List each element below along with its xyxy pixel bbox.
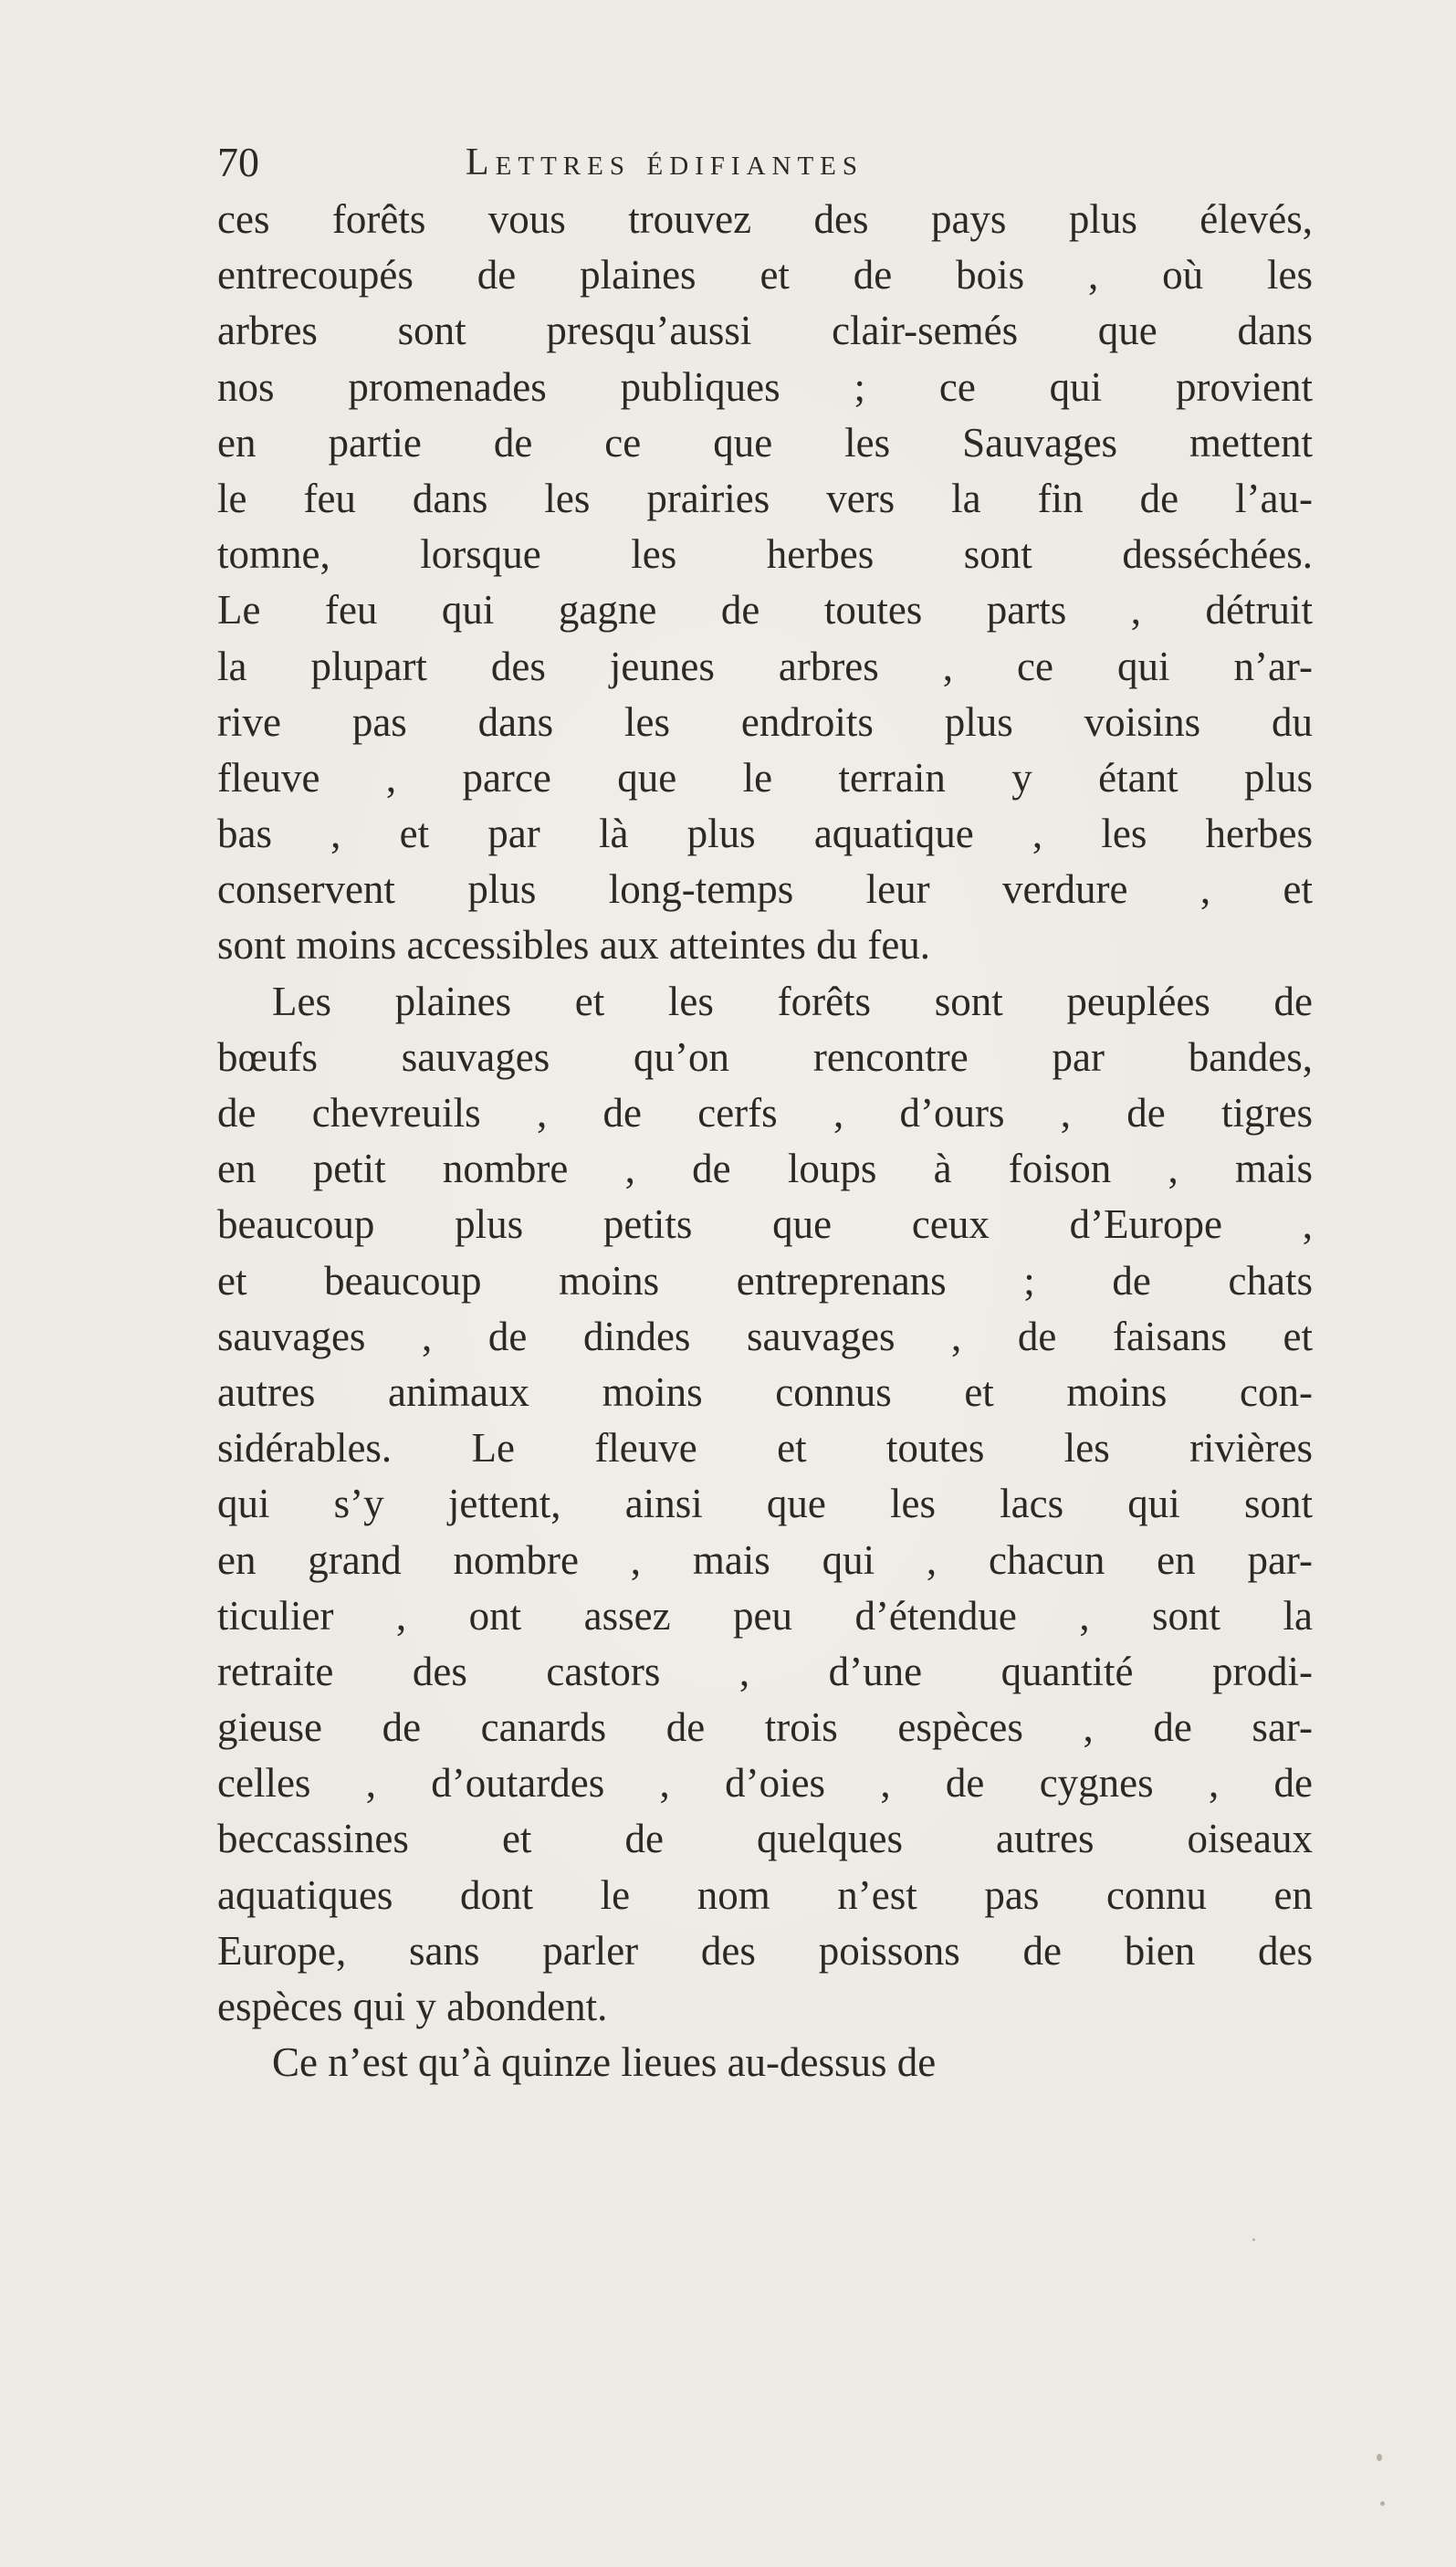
text-line: la plupart des jeunes arbres , ce qui n’ar-: [217, 643, 1313, 689]
text-line: de chevreuils , de cerfs , d’ours , de tigres: [217, 1090, 1313, 1136]
text-line: autres animaux moins connus et moins con-: [217, 1368, 1313, 1415]
text-line: en partie de ce que les Sauvages mettent: [217, 419, 1313, 466]
page-header: [217, 135, 1294, 190]
text-line: conservent plus long-temps leur verdure , et: [217, 866, 1313, 913]
text-line: Europe, sans parler des poissons de bien des: [217, 1927, 1313, 1974]
text-line: tomne, lorsque les herbes sont desséchées.: [217, 531, 1313, 578]
paper-speck: [1380, 2501, 1385, 2506]
text-line: ces forêts vous trouvez des pays plus élevés,: [217, 196, 1313, 242]
text-line: beaucoup plus petits que ceux d’Europe ,: [217, 1201, 1313, 1248]
paper-speck: [1377, 2454, 1382, 2461]
text-line: en petit nombre , de loups à foison , mais: [217, 1146, 1313, 1192]
text-line: en grand nombre , mais qui , chacun en par-: [217, 1536, 1313, 1583]
page-number: 70: [217, 139, 259, 185]
text-line: sauvages , de dindes sauvages , de faisans et: [217, 1313, 1313, 1359]
text-line: le feu dans les prairies vers la fin de l’au-: [217, 475, 1313, 521]
text-line: gieuse de canards de trois espèces , de sar-: [217, 1704, 1313, 1751]
text-line: ticulier , ont assez peu d’étendue , sont la: [217, 1592, 1313, 1639]
text-line: retraite des castors , d’une quantité prodi-: [217, 1648, 1313, 1694]
text-line: aquatiques dont le nom n’est pas connu en: [217, 1871, 1313, 1918]
text-line: Le feu qui gagne de toutes parts , détruit: [217, 587, 1313, 634]
text-line: bas , et par là plus aquatique , les herbes: [217, 811, 1313, 857]
text-line: celles , d’outardes , d’oies , de cygnes , de: [217, 1760, 1313, 1807]
text-line: beccassines et de quelques autres oiseaux: [217, 1816, 1313, 1862]
text-line: nos promenades publiques ; ce qui provient: [217, 363, 1313, 410]
text-line: bœufs sauvages qu’on rencontre par bandes,: [217, 1033, 1313, 1080]
text-line: Ce n’est qu’à quinze lieues au-dessus de: [272, 2039, 937, 2086]
text-line: sont moins accessibles aux atteintes du feu.: [217, 922, 931, 969]
running-title: Lettres édifiantes: [466, 141, 864, 183]
text-line: arbres sont presqu’aussi clair-semés que dans: [217, 308, 1313, 354]
text-line: sidérables. Le fleuve et toutes les rivières: [217, 1425, 1313, 1472]
text-line: fleuve , parce que le terrain y étant plus: [217, 754, 1313, 801]
paper-speck: [1252, 2238, 1255, 2241]
text-line: et beaucoup moins entreprenans ; de chats: [217, 1257, 1313, 1304]
body-text: [217, 192, 1313, 2090]
text-line: rive pas dans les endroits plus voisins du: [217, 698, 1313, 745]
text-line: qui s’y jettent, ainsi que les lacs qui sont: [217, 1481, 1313, 1527]
text-line: entrecoupés de plaines et de bois , où les: [217, 252, 1313, 299]
text-line: espèces qui y abondent.: [217, 1984, 608, 2029]
text-line: Les plaines et les forêts sont peuplées de: [272, 978, 1313, 1024]
